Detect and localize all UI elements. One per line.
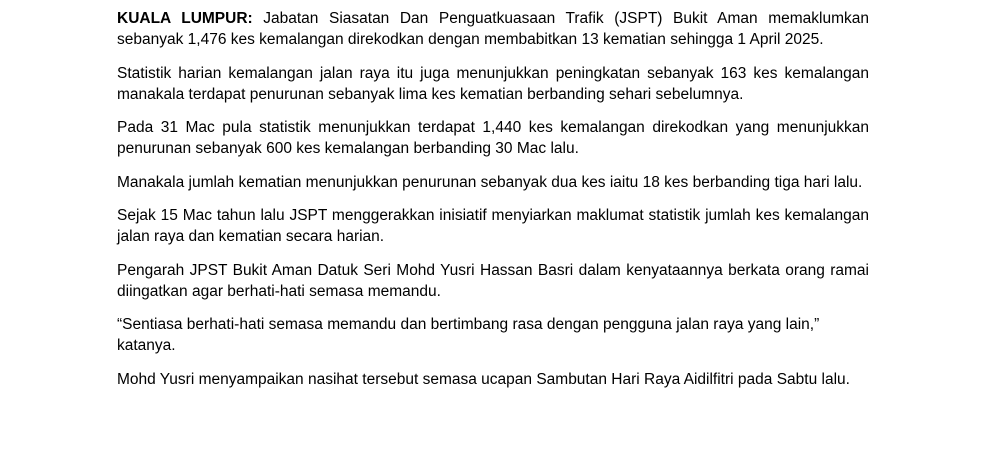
article-paragraph: Manakala jumlah kematian menunjukkan penurunan sebanyak dua kes iaitu 18 kes berbanding tiga hari lalu. — [117, 173, 863, 191]
article-paragraph: Pada 31 Mac pula statistik menunjukkan terdapat 1,440 kes kemalangan direkodkan yang menunjukkan penurunan sebanyak 600 kes kemalangan berbanding 30 Mac lalu. — [117, 119, 869, 157]
dateline: KUALA LUMPUR: — [117, 10, 253, 27]
article-paragraph-lead — [117, 8, 869, 50]
news-article — [117, 8, 869, 402]
article-paragraph-quote: “Sentiasa berhati-hati semasa memandu dan bertimbang rasa dengan pengguna jalan raya yang lain,” katanya. — [117, 316, 820, 354]
article-paragraph: Pengarah JPST Bukit Aman Datuk Seri Mohd Yusri Hassan Basri dalam kenyataannya berkata orang ramai diingatkan agar berhati-hati semasa memandu. — [117, 261, 869, 300]
article-paragraph: Mohd Yusri menyampaikan nasihat tersebut semasa ucapan Sambutan Hari Raya Aidilfitri pada Sabtu lalu. — [117, 370, 850, 388]
article-paragraph: Statistik harian kemalangan jalan raya itu juga menunjukkan peningkatan sebanyak 163 kes kemalangan manakala terdapat penurunan sebanyak lima kes kematian berbanding sehari sebelumnya. — [117, 64, 869, 103]
lead-text: Jabatan Siasatan Dan Penguatkuasaan Trafik (JSPT) Bukit Aman memaklumkan sebanyak 1,476 kes kemalangan direkodkan dengan membabitkan 13 kematian sehingga 1 April 2025. — [117, 10, 870, 48]
article-paragraph: Sejak 15 Mac tahun lalu JSPT menggerakkan inisiatif menyiarkan maklumat statistik jumlah kes kemalangan jalan raya dan kematian secara harian. — [117, 207, 869, 245]
